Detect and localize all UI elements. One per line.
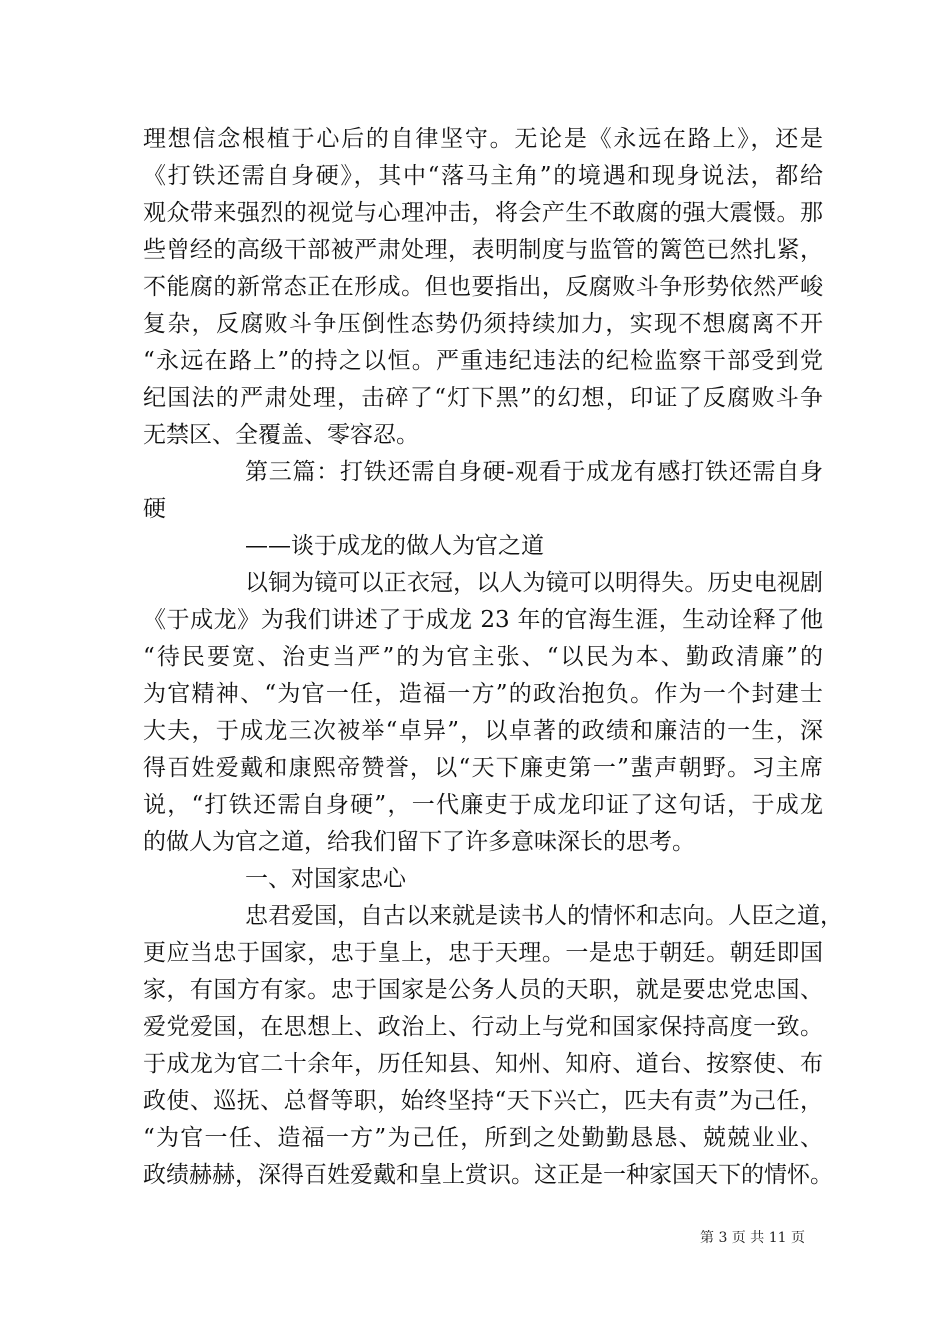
section-title: 第三篇：打铁还需自身硬-观看于成龙有感打铁还需自身 — [245, 459, 823, 485]
section-title-continued: 硬 — [143, 496, 166, 522]
text-line: 的做人为官之道，给我们留下了许多意味深长的思考。 — [143, 829, 695, 855]
text-line: 理想信念根植于心后的自律坚守。无论是《永远在路上》，还是 — [143, 126, 823, 152]
text-line: 得百姓爱戴和康熙帝赞誉，以“天下廉吏第一”蜚声朝野。习主席 — [143, 755, 823, 781]
text-line: “永远在路上”的持之以恒。严重违纪违法的纪检监察干部受到党 — [143, 348, 823, 374]
text-line: 说，“打铁还需自身硬”，一代廉吏于成龙印证了这句话，于成龙 — [143, 792, 823, 818]
text-line: 复杂，反腐败斗争压倒性态势仍须持续加力，实现不想腐离不开 — [143, 311, 823, 337]
text-line: 不能腐的新常态正在形成。但也要指出，反腐败斗争形势依然严峻 — [143, 274, 823, 300]
text-line: 政绩赫赫，深得百姓爱戴和皇上赏识。这正是一种家国天下的情怀。 — [143, 1162, 833, 1188]
text-line: 为官精神、“为官一任，造福一方”的政治抱负。作为一个封建士 — [143, 681, 823, 707]
text-line: 大夫，于成龙三次被举“卓异”，以卓著的政绩和廉洁的一生，深 — [143, 718, 823, 744]
text-line: 更应当忠于国家，忠于皇上，忠于天理。一是忠于朝廷。朝廷即国 — [143, 940, 823, 966]
text-line: 《打铁还需自身硬》，其中“落马主角”的境遇和现身说法，都给 — [143, 163, 823, 189]
text-line: 无禁区、全覆盖、零容忍。 — [143, 422, 419, 448]
text-line: 纪国法的严肃处理，击碎了“灯下黑”的幻想，印证了反腐败斗争 — [143, 385, 823, 411]
text-line: 观众带来强烈的视觉与心理冲击，将会产生不敢腐的强大震慑。那 — [143, 200, 823, 226]
text-line: 忠君爱国，自古以来就是读书人的情怀和志向。人臣之道， — [245, 903, 843, 929]
text-line: 些曾经的高级干部被严肃处理，表明制度与监管的篱笆已然扎紧， — [143, 237, 823, 263]
text-line: “为官一任、造福一方”为己任，所到之处勤勤恳恳、兢兢业业、 — [143, 1125, 823, 1151]
text-line: “待民要宽、治吏当严”的为官主张、“以民为本、勤政清廉”的 — [143, 644, 823, 670]
text-line: 于成龙为官二十余年，历任知县、知州、知府、道台、按察使、布 — [143, 1051, 823, 1077]
text-line: 家，有国方有家。忠于国家是公务人员的天职，就是要忠党忠国、 — [143, 977, 823, 1003]
text-line: 爱党爱国，在思想上、政治上、行动上与党和国家保持高度一致。 — [143, 1014, 823, 1040]
section-heading: 一、对国家忠心 — [245, 866, 406, 892]
text-line: 《于成龙》为我们讲述了于成龙 23 年的官海生涯，生动诠释了他 — [143, 607, 823, 633]
subtitle: ——谈于成龙的做人为官之道 — [245, 533, 544, 559]
text-line: 以铜为镜可以正衣冠，以人为镜可以明得失。历史电视剧 — [245, 570, 823, 596]
page-number: 第 3 页 共 11 页 — [700, 1230, 805, 1246]
text-line: 政使、巡抚、总督等职，始终坚持“天下兴亡，匹夫有责”为己任， — [143, 1088, 823, 1114]
